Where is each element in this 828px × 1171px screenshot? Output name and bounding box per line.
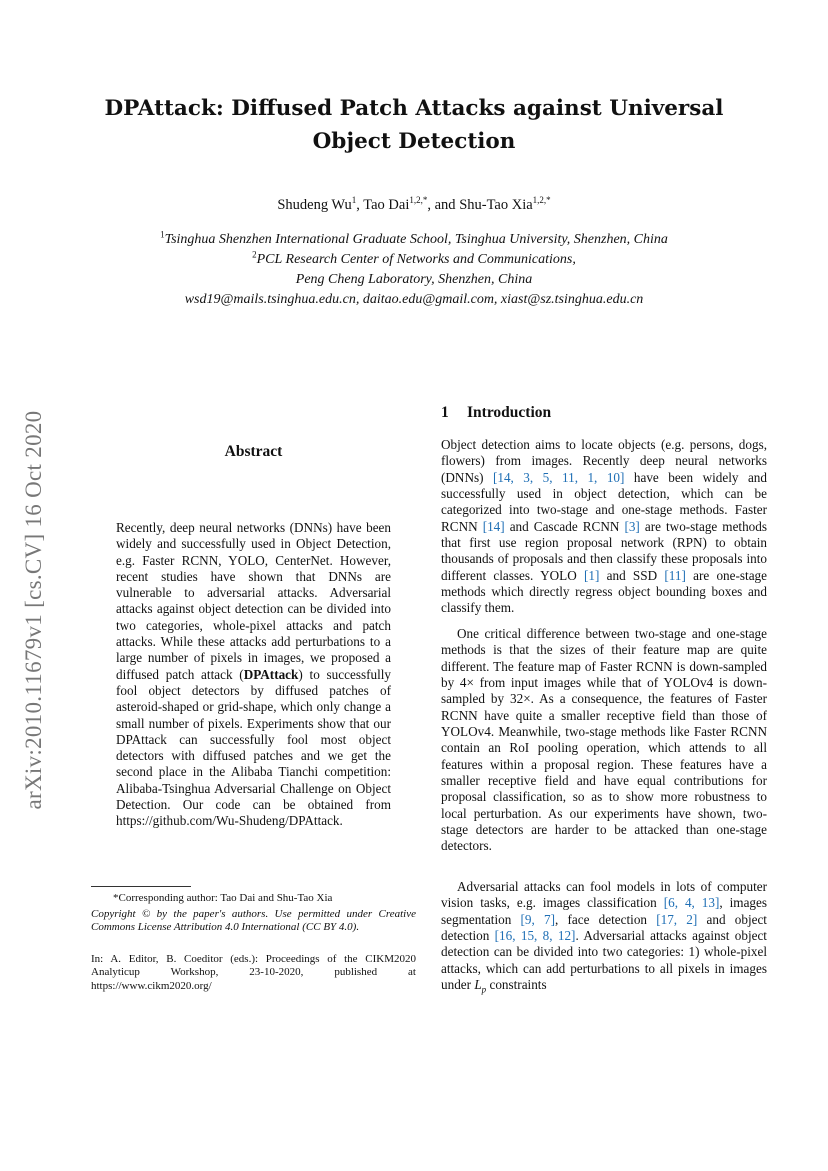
intro-paragraph: [441, 626, 767, 855]
footnote-rule: [91, 886, 191, 887]
citation-link[interactable]: [16, 15, 8, 12]: [494, 928, 576, 944]
intro-paragraph: [441, 879, 767, 998]
abstract-text-part: Recently, deep neural networks (DNNs) have been widely and successfully used in Object Detection, e.g. Faster RCNN, YOLO, CenterNet. However, recent studies have shown that DNNs are vulnerable to adversarial attacks. Adversarial attacks against object detection can be divided into two categories, whole-pixel attacks and patch attacks. While these attacks add perturbations to a large number of pixels in images, we proposed a diffused patch attack (: [116, 520, 391, 682]
paragraph-text: Object detection aims to locate objects (e.g. persons, dogs, flowers) from images. Recently deep neural networks (DNNs): [441, 437, 767, 485]
paragraph-text: , face detection: [555, 911, 657, 927]
affiliation-line: [90, 250, 738, 270]
affiliation-mark: 1: [160, 229, 165, 240]
paper-title: DPAttack: Diffused Patch Attacks against Universal Object Detection: [104, 96, 724, 154]
paragraph-text: Adversarial attacks can fool models in lots of computer vision tasks, e.g. images classification: [441, 879, 767, 911]
affiliation-line: Peng Cheng Laboratory, Shenzhen, China: [295, 272, 533, 287]
citation-link[interactable]: [17, 2]: [656, 911, 698, 927]
affiliation-line: [90, 230, 738, 250]
affiliation-text: PCL Research Center of Networks and Communications,: [256, 252, 576, 267]
abstract-body: [116, 520, 397, 830]
corresponding-author-footnote: *Corresponding author: Tao Dai and Shu-Tao Xia: [113, 892, 333, 904]
author-affiliation-mark: 1,2,*: [409, 195, 428, 206]
author-name: Tao Dai: [363, 197, 410, 213]
author-name: Shudeng Wu: [277, 197, 352, 213]
author-affiliation-mark: 1,2,*: [532, 195, 551, 206]
paragraph-text: and SSD: [599, 567, 665, 583]
copyright-notice: Copyright © by the paper's authors. Use permitted under Creative Commons License Attribution 4.0 International (CC BY 4.0).: [91, 908, 416, 934]
author-separator: ,: [356, 197, 364, 213]
citation-link[interactable]: [1]: [583, 567, 600, 583]
paragraph-text: , images segmentation: [441, 895, 768, 927]
affiliation-text: Tsinghua Shenzhen International Graduate School, Tsinghua University, Shenzhen, China: [164, 232, 668, 247]
section-number: 1: [441, 404, 449, 421]
citation-link[interactable]: [3]: [624, 518, 640, 534]
math-symbol: L: [474, 977, 482, 993]
paragraph-text: are two-stage methods that first use region proposal network (RPN) to obtain thousands of proposals and then classify these proposals into different classes. YOLO: [441, 518, 767, 583]
proceedings-notice: In: A. Editor, B. Coeditor (eds.): Proceedings of the CIKM2020 Analyticup Workshop, 23-10-2020, published at https://www.cikm2020.org/: [91, 953, 416, 992]
arxiv-stamp: [14, 365, 54, 855]
author-emails: wsd19@mails.tsinghua.edu.cn, daitao.edu@gmail.com, xiast@sz.tsinghua.edu.cn: [184, 292, 644, 307]
arxiv-stamp-text: arXiv:2010.11679v1 [cs.CV] 16 Oct 2020: [21, 410, 46, 810]
author-name: Shu-Tao Xia: [459, 197, 533, 213]
section-title: Introduction: [467, 404, 552, 421]
affiliation-mark: 2: [252, 249, 257, 260]
paragraph-text: constraints: [486, 977, 547, 993]
author-affiliation-mark: 1: [351, 195, 357, 206]
intro-paragraph: [441, 437, 767, 617]
affiliations: [90, 230, 738, 310]
abstract-text-part: ) to successfully fool object detectors by diffused patches of asteroid-shaped or grid-shape, which only change a small number of pixels. Experiments show that our DPAttack can successfully fool most object detectors with diffused patches and we get the second place in the Alibaba Tianchi competition: Alibaba-Tsinghua Adversarial Challenge on Object Detection. Our code can be obtained from https://github.com/Wu-Shudeng/DPAttack.: [116, 666, 391, 829]
paragraph-text: . Adversarial attacks against object detection can be divided into two categories: 1) whole-pixel attacks, which can add perturbations to all pixels in images under: [441, 928, 767, 993]
section-heading: [441, 404, 767, 422]
math-subscript: p: [481, 984, 487, 995]
paragraph-text: have been widely and successfully used in object detection, which can be categorized into two-stage and one-stage methods. Faster RCNN: [441, 469, 767, 534]
author-list: [90, 197, 738, 214]
paragraph-text: and Cascade RCNN: [504, 518, 625, 534]
paragraph-text: are one-stage methods which directly regress object bounding boxes and classify them.: [441, 567, 767, 616]
abstract-heading: Abstract: [224, 443, 283, 460]
author-separator: , and: [427, 197, 460, 213]
paragraph-text: One critical difference between two-stage and one-stage methods is that the sizes of their feature map are quite different. The feature map of Faster RCNN is down-sampled by 4× from input images while that of YOLOv4 is down-sampled by 32×. As a consequence, the features of Faster RCNN have quite a smaller receptive field than those of YOLOv4. Meanwhile, two-stage methods like Faster RCNN contain an RoI pooling operation, which attends to all features within a proposal region. These features have a smaller receptive field and have equal contributions for proposal classification, so as to show more robustness to local perturbation. As our experiments have shown, two-stage detectors are harder to be attacked than one-stage detectors.: [441, 626, 767, 854]
citation-link[interactable]: [14]: [482, 518, 505, 534]
citation-link[interactable]: [9, 7]: [520, 911, 556, 927]
paragraph-text: and object detection: [441, 911, 767, 944]
citation-link[interactable]: [6, 4, 13]: [663, 895, 720, 911]
citation-link[interactable]: [11]: [664, 567, 686, 583]
abstract-bold-term: DPAttack: [243, 666, 299, 682]
citation-link[interactable]: [14, 3, 5, 11, 1, 10]: [492, 469, 625, 485]
